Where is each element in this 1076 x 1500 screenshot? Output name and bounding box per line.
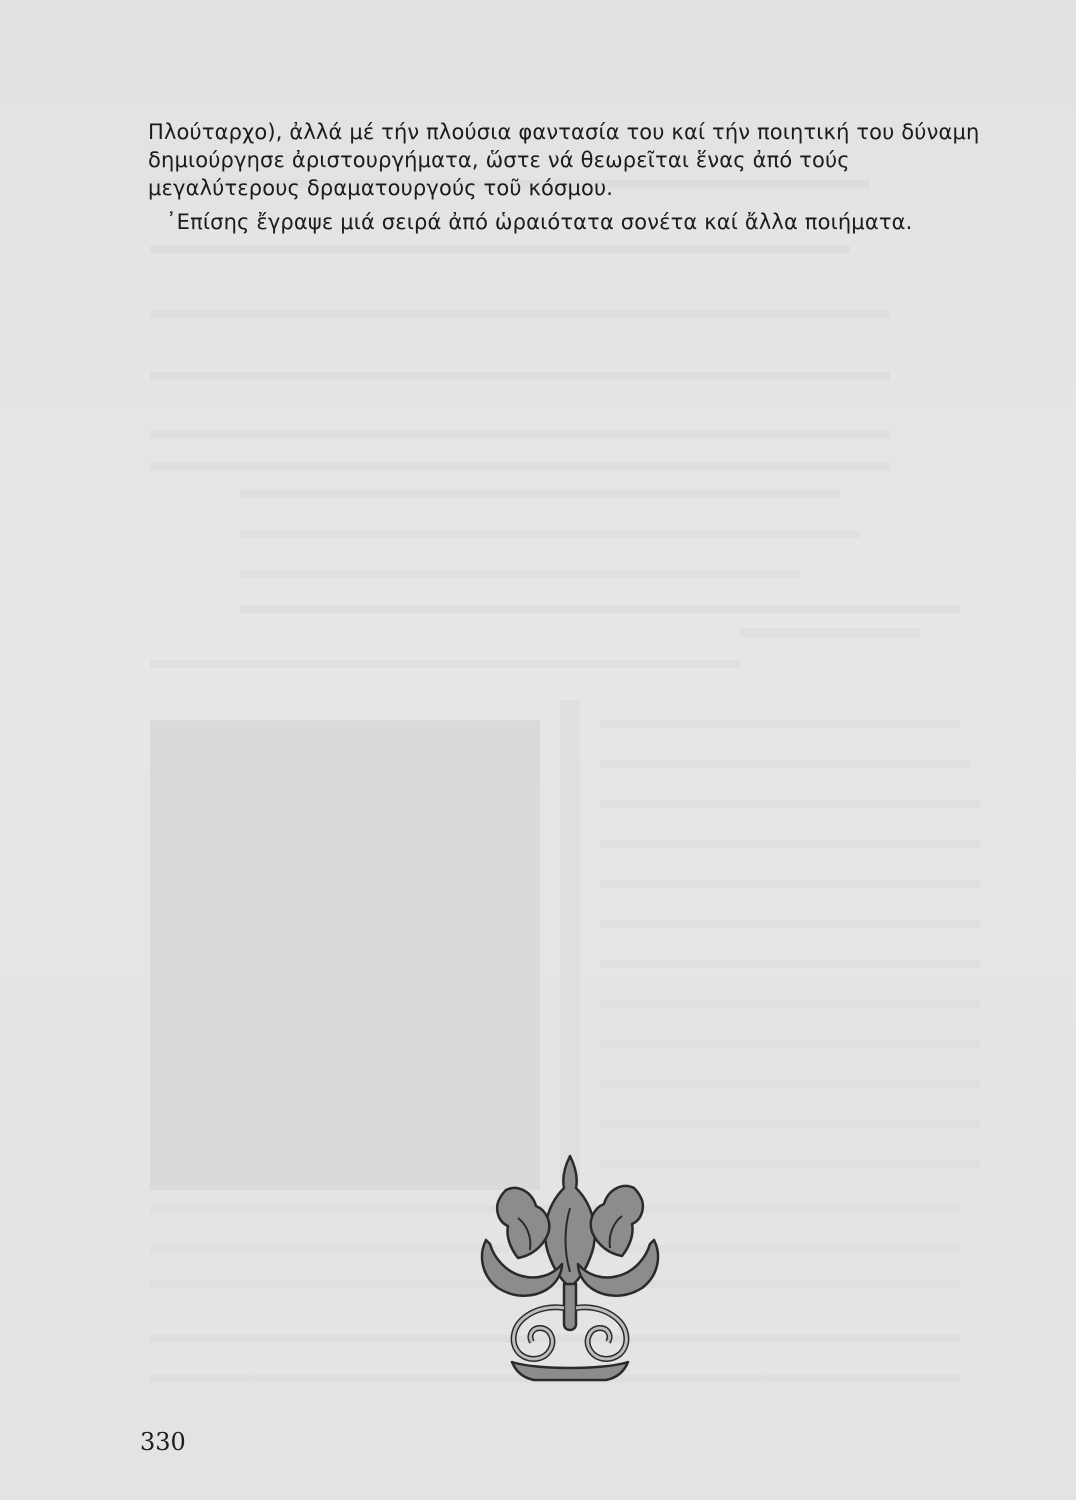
- fleur-de-lis-ornament-icon: [466, 1148, 716, 1398]
- bleed-through-line-7: [240, 490, 840, 498]
- bleed-through-line-20: [600, 1000, 980, 1008]
- page-number: 330: [140, 1428, 186, 1456]
- bleed-through-line-16: [600, 840, 980, 848]
- bleed-through-line-13: [600, 720, 960, 728]
- bleed-through-line-5: [150, 430, 890, 438]
- bleed-through-line-22: [600, 1080, 980, 1088]
- bleed-through-line-9: [240, 570, 800, 578]
- bleed-through-image: [150, 720, 540, 1190]
- bleed-through-text-block: [560, 700, 580, 1180]
- bleed-through-line-4: [150, 372, 890, 380]
- paragraph-2: ᾿Επίσης ἔγραψε μιά σειρά ἀπό ὡραιότατα σονέτα καί ἄλλα ποιήματα.: [166, 210, 913, 234]
- bleed-through-line-11: [740, 628, 920, 638]
- bleed-through-line-3: [150, 310, 890, 318]
- bleed-through-line-15: [600, 800, 980, 808]
- bleed-through-line-23: [600, 1120, 980, 1128]
- bleed-through-line-14: [600, 760, 970, 768]
- bleed-through-line-12: [150, 660, 740, 668]
- bleed-through-line-17: [600, 880, 980, 888]
- bleed-through-line-2: [150, 245, 850, 253]
- bleed-through-line-19: [600, 960, 980, 968]
- main-text: [148, 118, 1008, 236]
- paragraph-1: Πλούταρχο), ἀλλά μέ τήν πλούσια φαντασία του καί τήν ποιητική του δύναμη δημιούργησε ἀριστουργήματα, ὥστε νά θεωρεῖται ἕνας ἀπό τούς μεγαλύτερους δραματουργούς τοῦ κόσμου.: [148, 120, 980, 200]
- bleed-through-line-6: [150, 462, 890, 470]
- bleed-through-line-10: [240, 605, 960, 613]
- bleed-through-line-21: [600, 1040, 980, 1048]
- bleed-through-line-8: [240, 530, 860, 538]
- bleed-through-line-18: [600, 920, 980, 928]
